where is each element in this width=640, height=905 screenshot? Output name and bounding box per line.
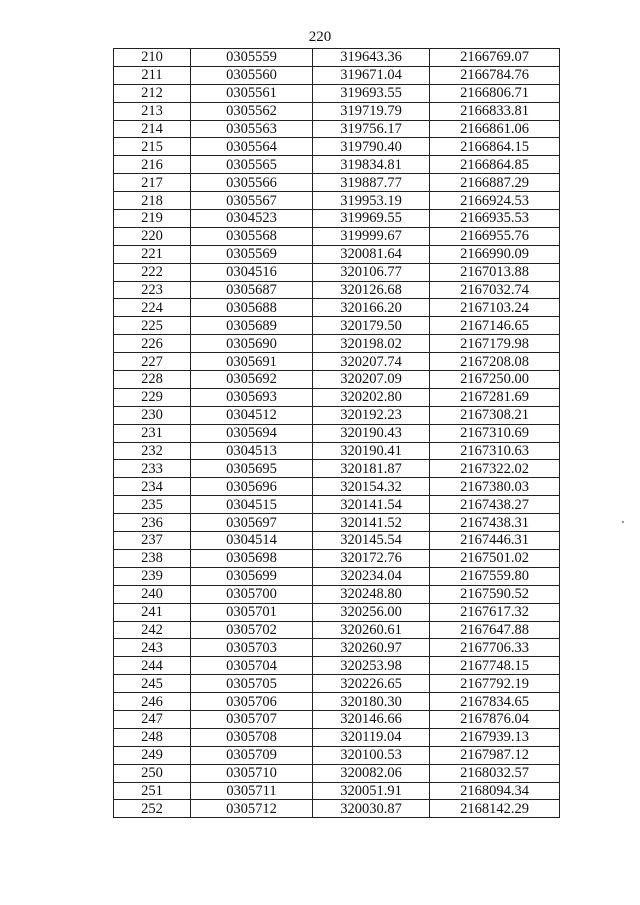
table-row [114, 49, 560, 67]
y-coordinate-cell: 2167617.32 [430, 603, 560, 621]
x-coordinate-cell: 320226.65 [313, 675, 430, 693]
x-coordinate-cell: 320202.80 [313, 388, 430, 406]
table-row [114, 353, 560, 371]
y-coordinate-cell: 2167559.80 [430, 567, 560, 585]
y-coordinate-cell: 2167208.08 [430, 353, 560, 371]
table-row [114, 764, 560, 782]
y-coordinate-cell: 2168032.57 [430, 764, 560, 782]
row-index-cell: 233 [114, 460, 191, 478]
table-row [114, 192, 560, 210]
x-coordinate-cell: 319790.40 [313, 138, 430, 156]
point-id-cell: 0305566 [191, 174, 313, 192]
point-id-cell: 0305702 [191, 621, 313, 639]
table-row [114, 245, 560, 263]
table-row [114, 335, 560, 353]
x-coordinate-cell: 320260.97 [313, 639, 430, 657]
x-coordinate-cell: 320179.50 [313, 317, 430, 335]
row-index-cell: 250 [114, 764, 191, 782]
y-coordinate-cell: 2166990.09 [430, 245, 560, 263]
table-row [114, 210, 560, 228]
point-id-cell: 0305700 [191, 585, 313, 603]
table-row [114, 567, 560, 585]
y-coordinate-cell: 2167281.69 [430, 388, 560, 406]
table-row [114, 585, 560, 603]
y-coordinate-cell: 2167013.88 [430, 263, 560, 281]
point-id-cell: 0305707 [191, 710, 313, 728]
row-index-cell: 219 [114, 210, 191, 228]
row-index-cell: 236 [114, 514, 191, 532]
table-row [114, 424, 560, 442]
point-id-cell: 0305691 [191, 353, 313, 371]
row-index-cell: 252 [114, 800, 191, 818]
x-coordinate-cell: 320081.64 [313, 245, 430, 263]
row-index-cell: 229 [114, 388, 191, 406]
point-id-cell: 0304514 [191, 532, 313, 550]
point-id-cell: 0305696 [191, 478, 313, 496]
table-row [114, 174, 560, 192]
row-index-cell: 227 [114, 353, 191, 371]
point-id-cell: 0305559 [191, 49, 313, 67]
y-coordinate-cell: 2167706.33 [430, 639, 560, 657]
row-index-cell: 215 [114, 138, 191, 156]
table-row [114, 746, 560, 764]
y-coordinate-cell: 2168142.29 [430, 800, 560, 818]
table-row [114, 639, 560, 657]
point-id-cell: 0305698 [191, 549, 313, 567]
row-index-cell: 211 [114, 66, 191, 84]
x-coordinate-cell: 319643.36 [313, 49, 430, 67]
point-id-cell: 0305708 [191, 728, 313, 746]
y-coordinate-cell: 2168094.34 [430, 782, 560, 800]
point-id-cell: 0305709 [191, 746, 313, 764]
x-coordinate-cell: 320030.87 [313, 800, 430, 818]
row-index-cell: 210 [114, 49, 191, 67]
point-id-cell: 0305690 [191, 335, 313, 353]
point-id-cell: 0305688 [191, 299, 313, 317]
point-id-cell: 0305699 [191, 567, 313, 585]
x-coordinate-cell: 320253.98 [313, 657, 430, 675]
x-coordinate-cell: 319719.79 [313, 102, 430, 120]
y-coordinate-cell: 2167308.21 [430, 406, 560, 424]
point-id-cell: 0305562 [191, 102, 313, 120]
y-coordinate-cell: 2166833.81 [430, 102, 560, 120]
point-id-cell: 0305689 [191, 317, 313, 335]
x-coordinate-cell: 320051.91 [313, 782, 430, 800]
point-id-cell: 0305561 [191, 84, 313, 102]
y-coordinate-cell: 2166861.06 [430, 120, 560, 138]
y-coordinate-cell: 2167250.00 [430, 371, 560, 389]
point-id-cell: 0305694 [191, 424, 313, 442]
point-id-cell: 0305710 [191, 764, 313, 782]
row-index-cell: 241 [114, 603, 191, 621]
x-coordinate-cell: 320180.30 [313, 693, 430, 711]
y-coordinate-cell: 2167748.15 [430, 657, 560, 675]
row-index-cell: 217 [114, 174, 191, 192]
y-coordinate-cell: 2167322.02 [430, 460, 560, 478]
x-coordinate-cell: 320146.66 [313, 710, 430, 728]
point-id-cell: 0305695 [191, 460, 313, 478]
table-row [114, 693, 560, 711]
row-index-cell: 225 [114, 317, 191, 335]
x-coordinate-cell: 320181.87 [313, 460, 430, 478]
y-coordinate-cell: 2166924.53 [430, 192, 560, 210]
y-coordinate-cell: 2167310.63 [430, 442, 560, 460]
table-row [114, 66, 560, 84]
x-coordinate-cell: 319999.67 [313, 227, 430, 245]
table-row [114, 728, 560, 746]
y-coordinate-cell: 2166887.29 [430, 174, 560, 192]
y-coordinate-cell: 2167647.88 [430, 621, 560, 639]
x-coordinate-cell: 320190.43 [313, 424, 430, 442]
row-index-cell: 228 [114, 371, 191, 389]
y-coordinate-cell: 2167380.03 [430, 478, 560, 496]
x-coordinate-cell: 320100.53 [313, 746, 430, 764]
x-coordinate-cell: 319834.81 [313, 156, 430, 174]
row-index-cell: 237 [114, 532, 191, 550]
y-coordinate-cell: 2166769.07 [430, 49, 560, 67]
coordinates-table [113, 48, 560, 818]
scan-speck [622, 521, 624, 523]
x-coordinate-cell: 320192.23 [313, 406, 430, 424]
x-coordinate-cell: 320248.80 [313, 585, 430, 603]
table-row [114, 371, 560, 389]
y-coordinate-cell: 2167876.04 [430, 710, 560, 728]
table-row [114, 496, 560, 514]
y-coordinate-cell: 2167446.31 [430, 532, 560, 550]
row-index-cell: 238 [114, 549, 191, 567]
table-row [114, 406, 560, 424]
x-coordinate-cell: 320172.76 [313, 549, 430, 567]
row-index-cell: 247 [114, 710, 191, 728]
row-index-cell: 216 [114, 156, 191, 174]
y-coordinate-cell: 2167310.69 [430, 424, 560, 442]
y-coordinate-cell: 2166864.15 [430, 138, 560, 156]
table-row [114, 299, 560, 317]
y-coordinate-cell: 2167146.65 [430, 317, 560, 335]
point-id-cell: 0305705 [191, 675, 313, 693]
point-id-cell: 0304513 [191, 442, 313, 460]
x-coordinate-cell: 319756.17 [313, 120, 430, 138]
x-coordinate-cell: 319671.04 [313, 66, 430, 84]
y-coordinate-cell: 2166955.76 [430, 227, 560, 245]
row-index-cell: 249 [114, 746, 191, 764]
x-coordinate-cell: 319953.19 [313, 192, 430, 210]
x-coordinate-cell: 320166.20 [313, 299, 430, 317]
y-coordinate-cell: 2167103.24 [430, 299, 560, 317]
x-coordinate-cell: 319969.55 [313, 210, 430, 228]
table-row [114, 478, 560, 496]
table-body [114, 49, 560, 818]
row-index-cell: 244 [114, 657, 191, 675]
point-id-cell: 0304523 [191, 210, 313, 228]
x-coordinate-cell: 320260.61 [313, 621, 430, 639]
row-index-cell: 222 [114, 263, 191, 281]
y-coordinate-cell: 2167987.12 [430, 746, 560, 764]
x-coordinate-cell: 320256.00 [313, 603, 430, 621]
point-id-cell: 0305693 [191, 388, 313, 406]
row-index-cell: 224 [114, 299, 191, 317]
point-id-cell: 0305567 [191, 192, 313, 210]
row-index-cell: 226 [114, 335, 191, 353]
y-coordinate-cell: 2167032.74 [430, 281, 560, 299]
row-index-cell: 246 [114, 693, 191, 711]
point-id-cell: 0305703 [191, 639, 313, 657]
point-id-cell: 0305563 [191, 120, 313, 138]
y-coordinate-cell: 2167792.19 [430, 675, 560, 693]
row-index-cell: 220 [114, 227, 191, 245]
x-coordinate-cell: 320082.06 [313, 764, 430, 782]
table-row [114, 782, 560, 800]
y-coordinate-cell: 2166806.71 [430, 84, 560, 102]
y-coordinate-cell: 2167438.27 [430, 496, 560, 514]
table-row [114, 514, 560, 532]
y-coordinate-cell: 2167939.13 [430, 728, 560, 746]
row-index-cell: 218 [114, 192, 191, 210]
row-index-cell: 214 [114, 120, 191, 138]
y-coordinate-cell: 2167179.98 [430, 335, 560, 353]
point-id-cell: 0305706 [191, 693, 313, 711]
point-id-cell: 0305712 [191, 800, 313, 818]
x-coordinate-cell: 320126.68 [313, 281, 430, 299]
point-id-cell: 0305704 [191, 657, 313, 675]
x-coordinate-cell: 320207.09 [313, 371, 430, 389]
row-index-cell: 232 [114, 442, 191, 460]
point-id-cell: 0305565 [191, 156, 313, 174]
point-id-cell: 0305564 [191, 138, 313, 156]
x-coordinate-cell: 320141.52 [313, 514, 430, 532]
x-coordinate-cell: 320145.54 [313, 532, 430, 550]
point-id-cell: 0304516 [191, 263, 313, 281]
point-id-cell: 0305568 [191, 227, 313, 245]
x-coordinate-cell: 319887.77 [313, 174, 430, 192]
row-index-cell: 242 [114, 621, 191, 639]
point-id-cell: 0305569 [191, 245, 313, 263]
table-row [114, 388, 560, 406]
row-index-cell: 213 [114, 102, 191, 120]
x-coordinate-cell: 320141.54 [313, 496, 430, 514]
y-coordinate-cell: 2167438.31 [430, 514, 560, 532]
y-coordinate-cell: 2166864.85 [430, 156, 560, 174]
y-coordinate-cell: 2167590.52 [430, 585, 560, 603]
row-index-cell: 234 [114, 478, 191, 496]
x-coordinate-cell: 320207.74 [313, 353, 430, 371]
row-index-cell: 245 [114, 675, 191, 693]
y-coordinate-cell: 2166935.53 [430, 210, 560, 228]
table-row [114, 227, 560, 245]
table-row [114, 84, 560, 102]
x-coordinate-cell: 320190.41 [313, 442, 430, 460]
table-row [114, 317, 560, 335]
row-index-cell: 230 [114, 406, 191, 424]
point-id-cell: 0305687 [191, 281, 313, 299]
table-row [114, 657, 560, 675]
row-index-cell: 221 [114, 245, 191, 263]
row-index-cell: 212 [114, 84, 191, 102]
x-coordinate-cell: 320234.04 [313, 567, 430, 585]
table-row [114, 710, 560, 728]
point-id-cell: 0305711 [191, 782, 313, 800]
x-coordinate-cell: 319693.55 [313, 84, 430, 102]
x-coordinate-cell: 320106.77 [313, 263, 430, 281]
row-index-cell: 231 [114, 424, 191, 442]
row-index-cell: 235 [114, 496, 191, 514]
table-row [114, 442, 560, 460]
x-coordinate-cell: 320154.32 [313, 478, 430, 496]
row-index-cell: 239 [114, 567, 191, 585]
table-row [114, 460, 560, 478]
table-row [114, 603, 560, 621]
table-row [114, 263, 560, 281]
point-id-cell: 0304512 [191, 406, 313, 424]
table-row [114, 138, 560, 156]
table-row [114, 102, 560, 120]
y-coordinate-cell: 2166784.76 [430, 66, 560, 84]
table-row [114, 675, 560, 693]
point-id-cell: 0304515 [191, 496, 313, 514]
table-row [114, 156, 560, 174]
y-coordinate-cell: 2167834.65 [430, 693, 560, 711]
table-row [114, 800, 560, 818]
row-index-cell: 243 [114, 639, 191, 657]
row-index-cell: 251 [114, 782, 191, 800]
point-id-cell: 0305701 [191, 603, 313, 621]
row-index-cell: 240 [114, 585, 191, 603]
table-row [114, 281, 560, 299]
y-coordinate-cell: 2167501.02 [430, 549, 560, 567]
table-row [114, 120, 560, 138]
point-id-cell: 0305697 [191, 514, 313, 532]
row-index-cell: 223 [114, 281, 191, 299]
x-coordinate-cell: 320198.02 [313, 335, 430, 353]
row-index-cell: 248 [114, 728, 191, 746]
table-row [114, 532, 560, 550]
table-row [114, 549, 560, 567]
point-id-cell: 0305692 [191, 371, 313, 389]
point-id-cell: 0305560 [191, 66, 313, 84]
table-row [114, 621, 560, 639]
x-coordinate-cell: 320119.04 [313, 728, 430, 746]
page-number: 220 [308, 29, 332, 45]
